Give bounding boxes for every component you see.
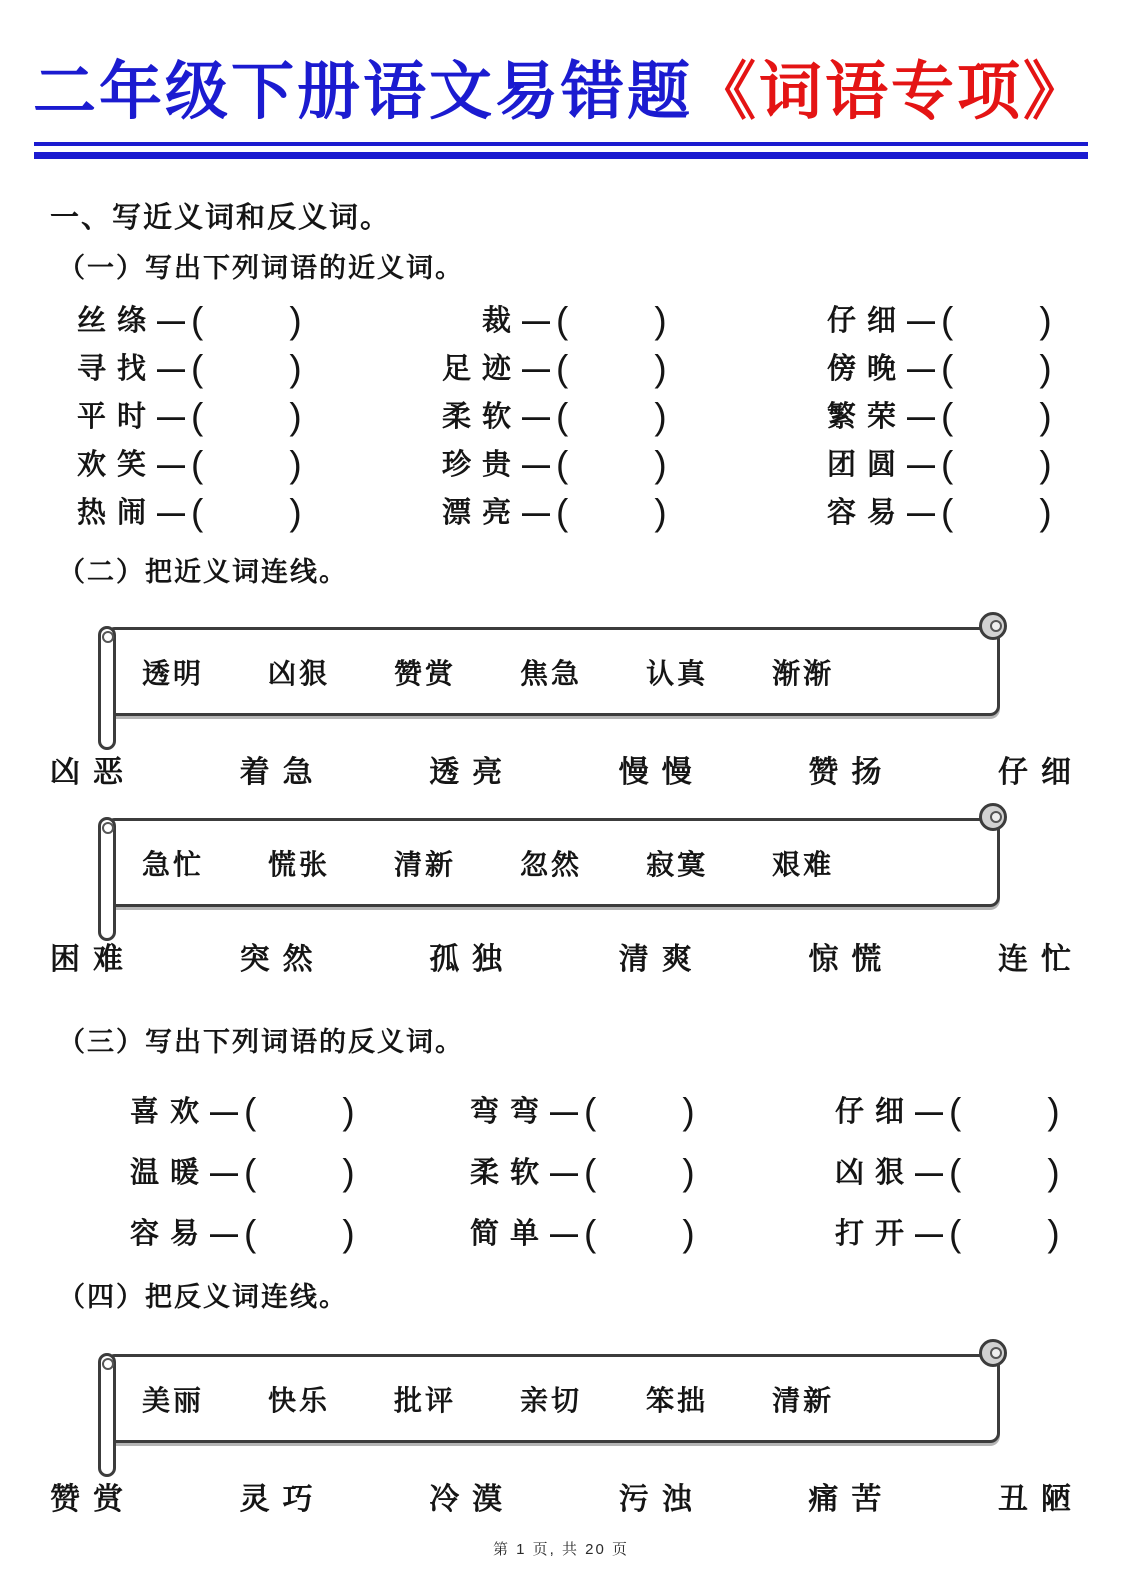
subsection-3-label: （三）写出下列词语的反义词。 — [58, 1027, 464, 1057]
paren-open: ( — [949, 1090, 962, 1132]
dash: — — [157, 497, 185, 528]
paren-close: ) — [1039, 444, 1052, 485]
dash: — — [157, 449, 185, 480]
subsection-1-label: （一）写出下列词语的近义词。 — [58, 253, 464, 283]
scroll-left-roll-icon — [98, 817, 116, 941]
antonym-item-7 — [108, 1214, 448, 1254]
word-label: 仔细 — [826, 305, 907, 337]
answer-blank[interactable] — [256, 1155, 342, 1191]
synonym-item-2 — [420, 301, 805, 341]
word-label: 弯弯 — [469, 1095, 550, 1128]
word-label: 容易 — [826, 497, 907, 529]
paren-close: ) — [1039, 492, 1052, 533]
match-target-row-2 — [50, 939, 1084, 981]
paren-close: ) — [289, 396, 302, 437]
dash: — — [907, 305, 935, 336]
match-word[interactable]: 孤独 — [429, 943, 516, 976]
answer-blank[interactable] — [568, 351, 654, 387]
scroll-banner-body — [105, 1354, 1000, 1443]
word-label: 欢笑 — [76, 449, 157, 481]
paren-close: ) — [654, 396, 667, 437]
match-word[interactable]: 急忙 — [142, 848, 205, 880]
paren-close: ) — [342, 1151, 355, 1193]
match-word[interactable]: 赞赏 — [394, 657, 457, 689]
answer-blank[interactable] — [953, 351, 1039, 387]
title-divider — [34, 142, 1088, 159]
match-word[interactable]: 赞赏 — [50, 1483, 136, 1516]
scroll-right-curl-icon — [979, 612, 1007, 640]
word-label: 凶狠 — [834, 1156, 915, 1189]
match-word[interactable]: 慢慢 — [618, 756, 705, 789]
match-word[interactable]: 仔细 — [997, 756, 1084, 789]
match-word[interactable]: 艰难 — [772, 848, 835, 880]
divider-thick-line — [34, 152, 1088, 159]
match-word[interactable]: 寂寞 — [646, 848, 709, 880]
paren-close: ) — [654, 300, 667, 341]
paren-close: ) — [654, 444, 667, 485]
dash: — — [522, 497, 550, 528]
paren-close: ) — [1039, 300, 1052, 341]
word-label: 柔软 — [469, 1156, 550, 1189]
page-number: 第 1 页, 共 20 页 — [492, 1541, 630, 1558]
match-word[interactable]: 困难 — [50, 943, 136, 976]
word-label: 足迹 — [441, 353, 522, 385]
synonym-item-10 — [55, 445, 420, 485]
antonym-item-8 — [448, 1214, 813, 1254]
paren-open: ( — [949, 1151, 962, 1193]
paren-close: ) — [289, 348, 302, 389]
dash: — — [210, 1156, 238, 1188]
match-word[interactable]: 美丽 — [142, 1384, 205, 1416]
word-label: 柔软 — [441, 401, 522, 433]
paren-open: ( — [191, 348, 204, 389]
antonym-item-4 — [108, 1153, 448, 1193]
answer-blank[interactable] — [256, 1216, 342, 1252]
scroll-banner-body — [105, 818, 1000, 907]
dash: — — [522, 305, 550, 336]
match-word[interactable]: 批评 — [394, 1384, 457, 1416]
match-target-row-3 — [50, 1479, 1084, 1521]
answer-blank[interactable] — [203, 399, 289, 435]
answer-blank[interactable] — [203, 351, 289, 387]
dash: — — [157, 305, 185, 336]
paren-close: ) — [342, 1090, 355, 1132]
match-word[interactable]: 慌张 — [268, 848, 331, 880]
answer-blank[interactable] — [568, 447, 654, 483]
dash: — — [210, 1217, 238, 1249]
paren-open: ( — [244, 1151, 257, 1193]
word-label: 简单 — [469, 1217, 550, 1250]
paren-close: ) — [1039, 348, 1052, 389]
paren-close: ) — [1047, 1151, 1060, 1193]
word-label: 喜欢 — [129, 1095, 210, 1128]
match-word[interactable]: 忽然 — [520, 848, 583, 880]
synonym-item-13 — [55, 493, 420, 533]
answer-blank[interactable] — [961, 1094, 1047, 1130]
paren-open: ( — [191, 396, 204, 437]
synonym-fill-grid — [55, 297, 1122, 537]
section-heading: 一、写近义词和反义词。 — [50, 202, 392, 234]
match-word[interactable]: 赞扬 — [808, 756, 895, 789]
paren-close: ) — [682, 1151, 695, 1193]
paren-open: ( — [584, 1090, 597, 1132]
answer-blank[interactable] — [596, 1094, 682, 1130]
match-target-row-1 — [50, 752, 1084, 794]
antonym-fill-grid — [108, 1081, 1122, 1264]
scroll-right-curl-icon — [979, 1339, 1007, 1367]
word-label: 繁荣 — [826, 401, 907, 433]
paren-close: ) — [342, 1212, 355, 1254]
match-word[interactable]: 清新 — [772, 1384, 835, 1416]
word-label: 团圆 — [826, 449, 907, 481]
dash: — — [157, 401, 185, 432]
match-word[interactable]: 灵巧 — [239, 1483, 326, 1516]
synonym-item-15 — [805, 493, 1122, 533]
scroll-banner-3 — [105, 1354, 1000, 1443]
match-word[interactable]: 清新 — [394, 848, 457, 880]
answer-blank[interactable] — [961, 1155, 1047, 1191]
match-word[interactable]: 认真 — [646, 657, 709, 689]
match-word[interactable]: 清爽 — [618, 943, 705, 976]
dash: — — [915, 1156, 943, 1188]
dash: — — [550, 1095, 578, 1127]
answer-blank[interactable] — [953, 303, 1039, 339]
synonym-item-5 — [420, 349, 805, 389]
paren-open: ( — [941, 396, 954, 437]
scroll-banner-body — [105, 627, 1000, 716]
word-label: 打开 — [834, 1217, 915, 1250]
answer-blank[interactable] — [568, 303, 654, 339]
antonym-item-6 — [813, 1153, 1122, 1193]
paren-close: ) — [682, 1090, 695, 1132]
answer-blank[interactable] — [203, 495, 289, 531]
word-label: 丝绦 — [76, 305, 157, 337]
word-label: 容易 — [129, 1217, 210, 1250]
word-label: 平时 — [76, 401, 157, 433]
scroll-banner-1 — [105, 627, 1000, 716]
match-word[interactable]: 痛苦 — [808, 1483, 895, 1516]
dash: — — [522, 449, 550, 480]
answer-blank[interactable] — [256, 1094, 342, 1130]
dash: — — [550, 1217, 578, 1249]
answer-blank[interactable] — [596, 1216, 682, 1252]
word-label: 寻找 — [76, 353, 157, 385]
synonym-item-8 — [420, 397, 805, 437]
dash: — — [907, 401, 935, 432]
match-word[interactable]: 污浊 — [618, 1483, 705, 1516]
word-label: 裁 — [481, 305, 522, 337]
match-word[interactable]: 丑陋 — [997, 1483, 1084, 1516]
paren-close: ) — [1047, 1212, 1060, 1254]
antonym-item-9 — [813, 1214, 1122, 1254]
page-title — [0, 46, 1122, 138]
paren-open: ( — [556, 348, 569, 389]
answer-blank[interactable] — [203, 447, 289, 483]
dash: — — [522, 353, 550, 384]
dash: — — [907, 497, 935, 528]
answer-blank[interactable] — [961, 1216, 1047, 1252]
match-word[interactable]: 惊慌 — [808, 943, 895, 976]
page-title-topic: 《词语专项》 — [693, 57, 1089, 127]
answer-blank[interactable] — [203, 303, 289, 339]
dash: — — [915, 1095, 943, 1127]
page-title-main: 二年级下册语文易错题 — [33, 57, 693, 127]
antonym-item-2 — [448, 1092, 813, 1132]
scroll-left-roll-icon — [98, 1353, 116, 1477]
paren-open: ( — [584, 1212, 597, 1254]
word-label: 傍晚 — [826, 353, 907, 385]
answer-blank[interactable] — [953, 399, 1039, 435]
synonym-item-4 — [55, 349, 420, 389]
paren-open: ( — [941, 300, 954, 341]
synonym-item-11 — [420, 445, 805, 485]
antonym-item-3 — [813, 1092, 1122, 1132]
dash: — — [907, 449, 935, 480]
scroll-left-roll-icon — [98, 626, 116, 750]
synonym-item-3 — [805, 301, 1122, 341]
word-label: 仔细 — [834, 1095, 915, 1128]
paren-open: ( — [191, 300, 204, 341]
match-word[interactable]: 着急 — [239, 756, 326, 789]
scroll-right-curl-icon — [979, 803, 1007, 831]
paren-open: ( — [941, 444, 954, 485]
dash: — — [210, 1095, 238, 1127]
paren-close: ) — [289, 444, 302, 485]
answer-blank[interactable] — [596, 1155, 682, 1191]
word-label: 温暖 — [129, 1156, 210, 1189]
answer-blank[interactable] — [953, 495, 1039, 531]
synonym-item-14 — [420, 493, 805, 533]
synonym-item-12 — [805, 445, 1122, 485]
match-word[interactable]: 凶狠 — [268, 657, 331, 689]
match-word[interactable]: 焦急 — [520, 657, 583, 689]
dash: — — [915, 1217, 943, 1249]
word-label: 热闹 — [76, 497, 157, 529]
paren-close: ) — [289, 492, 302, 533]
paren-open: ( — [244, 1090, 257, 1132]
dash: — — [907, 353, 935, 384]
paren-open: ( — [941, 492, 954, 533]
answer-blank[interactable] — [568, 495, 654, 531]
dash: — — [550, 1156, 578, 1188]
match-word[interactable]: 快乐 — [268, 1384, 331, 1416]
subsection-4-label: （四）把反义词连线。 — [58, 1282, 348, 1312]
paren-open: ( — [191, 492, 204, 533]
synonym-item-1 — [55, 301, 420, 341]
divider-thin-line — [34, 142, 1088, 146]
paren-open: ( — [556, 444, 569, 485]
subsection-2-label: （二）把近义词连线。 — [58, 557, 348, 587]
paren-open: ( — [584, 1151, 597, 1193]
answer-blank[interactable] — [953, 447, 1039, 483]
antonym-item-5 — [448, 1153, 813, 1193]
synonym-item-6 — [805, 349, 1122, 389]
paren-open: ( — [941, 348, 954, 389]
paren-close: ) — [654, 492, 667, 533]
scroll-banner-2 — [105, 818, 1000, 907]
paren-close: ) — [682, 1212, 695, 1254]
match-word[interactable]: 渐渐 — [772, 657, 835, 689]
paren-close: ) — [1039, 396, 1052, 437]
synonym-item-7 — [55, 397, 420, 437]
dash: — — [522, 401, 550, 432]
paren-open: ( — [556, 492, 569, 533]
paren-open: ( — [556, 300, 569, 341]
dash: — — [157, 353, 185, 384]
word-label: 珍贵 — [441, 449, 522, 481]
antonym-item-1 — [108, 1092, 448, 1132]
match-word[interactable]: 冷漠 — [429, 1483, 516, 1516]
match-word[interactable]: 亲切 — [520, 1384, 583, 1416]
answer-blank[interactable] — [568, 399, 654, 435]
paren-open: ( — [244, 1212, 257, 1254]
match-word[interactable]: 凶恶 — [50, 756, 136, 789]
match-word[interactable]: 笨拙 — [646, 1384, 709, 1416]
paren-close: ) — [1047, 1090, 1060, 1132]
match-word[interactable]: 连忙 — [997, 943, 1084, 976]
word-label: 漂亮 — [441, 497, 522, 529]
synonym-item-9 — [805, 397, 1122, 437]
match-word[interactable]: 突然 — [239, 943, 326, 976]
match-word[interactable]: 透明 — [142, 657, 205, 689]
paren-close: ) — [654, 348, 667, 389]
match-word[interactable]: 透亮 — [429, 756, 516, 789]
paren-open: ( — [191, 444, 204, 485]
paren-close: ) — [289, 300, 302, 341]
paren-open: ( — [949, 1212, 962, 1254]
paren-open: ( — [556, 396, 569, 437]
